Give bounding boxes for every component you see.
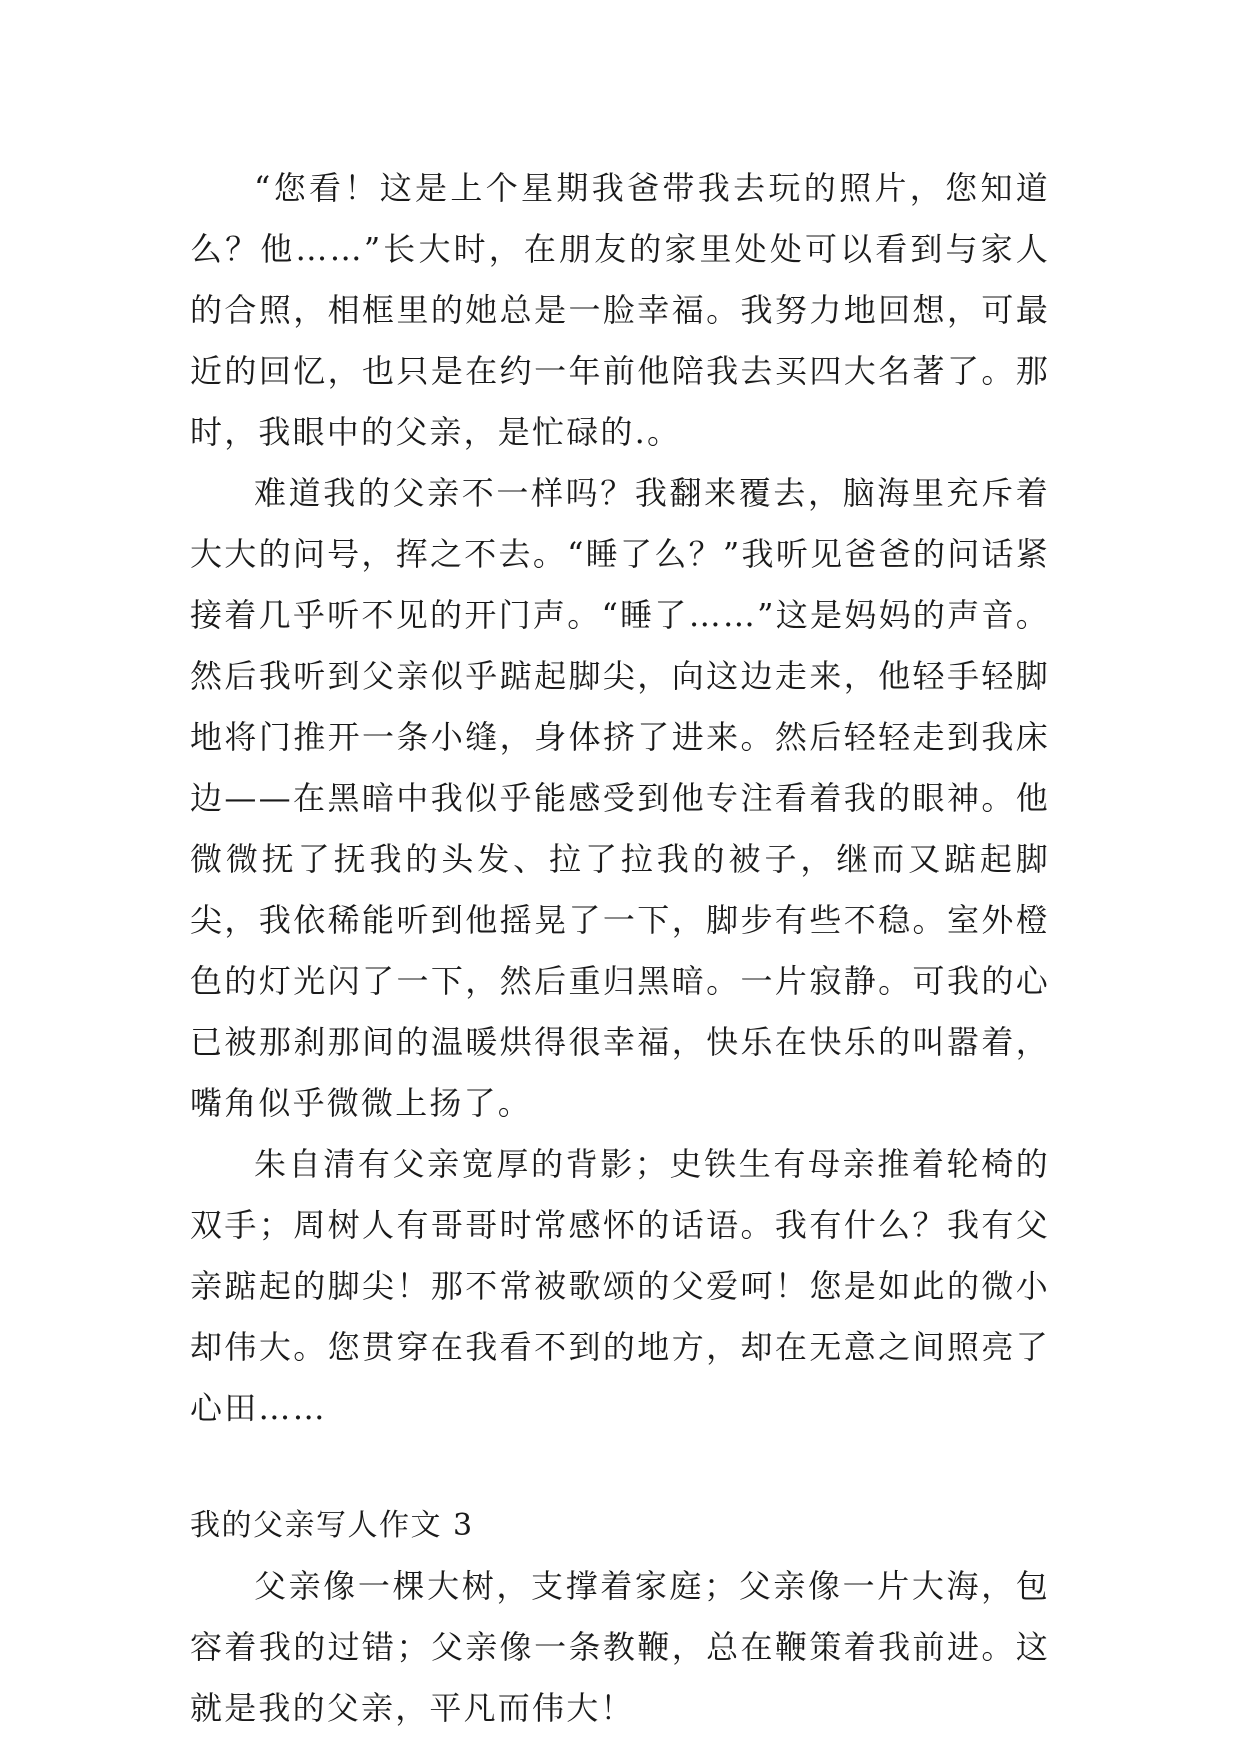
paragraph-photo-memory: “您看！这是上个星期我爸带我去玩的照片，您知道么？他……”长大时，在朋友的家里处处可以看到与家人的合照，相框里的她总是一脸幸福。我努力地回想，可最近的回忆，也只是在约一年前他陪我去买四大名著了。那时，我眼中的父亲，是忙碌的.。 xyxy=(190,169,1050,451)
section-heading: 我的父亲写人作文 3 xyxy=(190,1508,474,1543)
paragraph-father-metaphors: 父亲像一棵大树，支撑着家庭；父亲像一片大海，包容着我的过错；父亲像一条教鞭，总在鞭策着我前进。这就是我的父亲，平凡而伟大！ xyxy=(190,1567,1050,1727)
paragraph-reflection: 朱自清有父亲宽厚的背影；史铁生有母亲推着轮椅的双手；周树人有哥哥时常感怀的话语。我有什么？我有父亲踮起的脚尖！那不常被歌颂的父爱呵！您是如此的微小却伟大。您贯穿在我看不到的地方，却在无意之间照亮了心田…… xyxy=(190,1145,1050,1427)
paragraph-night-visit: 难道我的父亲不一样吗？我翻来覆去，脑海里充斥着大大的问号，挥之不去。“睡了么？”我听见爸爸的问话紧接着几乎听不见的开门声。“睡了……”这是妈妈的声音。然后我听到父亲似乎踮起脚尖，向这边走来，他轻手轻脚地将门推开一条小缝，身体挤了进来。然后轻轻走到我床边——在黑暗中我似乎能感受到他专注看着我的眼神。他微微抚了抚我的头发、拉了拉我的被子，继而又踮起脚尖，我依稀能听到他摇晃了一下，脚步有些不稳。室外橙色的灯光闪了一下，然后重归黑暗。一片寂静。可我的心已被那刹那间的温暖烘得很幸福，快乐在快乐的叫嚣着，嘴角似乎微微上扬了。 xyxy=(190,474,1050,1122)
document-page xyxy=(190,158,1050,1739)
